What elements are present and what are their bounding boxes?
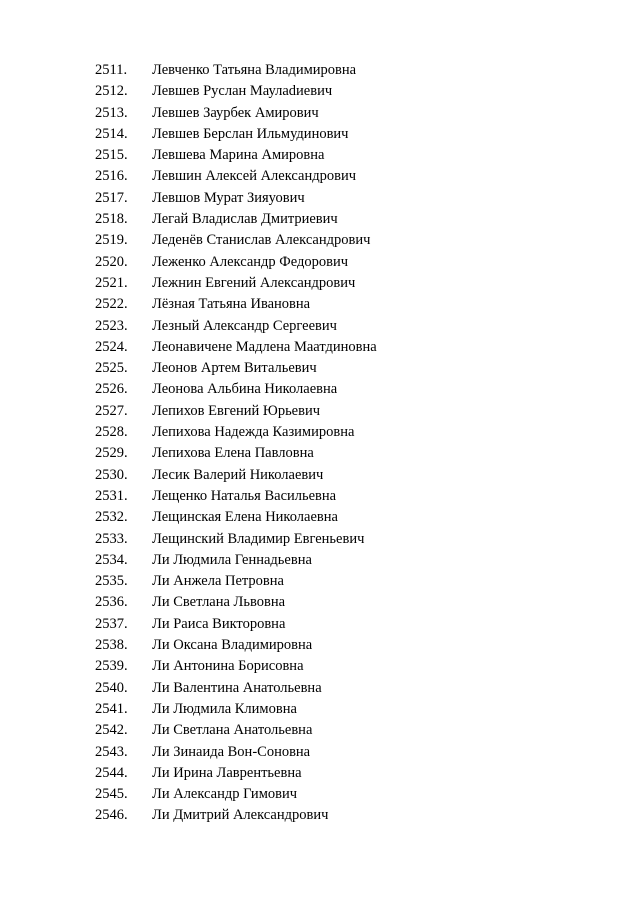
- entry-number: 2533.: [95, 530, 128, 547]
- entry-number: 2527.: [95, 402, 128, 419]
- entry-name: Легай Владислав Дмитриевич: [152, 211, 338, 228]
- entry-number: 2538.: [95, 637, 128, 654]
- entry-number: 2529.: [95, 445, 128, 462]
- entry-number: 2520.: [95, 253, 128, 270]
- entry-number: 2546.: [95, 807, 128, 824]
- list-item: [0, 592, 640, 613]
- list-item: [0, 358, 640, 379]
- list-item: [0, 145, 640, 166]
- list-item: [0, 550, 640, 571]
- list-item: [0, 337, 640, 358]
- entry-name: Лещинская Елена Николаевна: [152, 509, 338, 526]
- entry-number: 2535.: [95, 573, 128, 590]
- entry-name: Ли Валентина Анатольевна: [152, 679, 322, 696]
- entry-number: 2515.: [95, 147, 128, 164]
- entry-name: Ли Оксана Владимировна: [152, 637, 313, 654]
- entry-name: Лёзная Татьяна Ивановна: [152, 296, 311, 313]
- list-item: [0, 699, 640, 720]
- entry-number: 2519.: [95, 232, 128, 249]
- entry-name: Лепихова Надежда Казимировна: [152, 424, 355, 441]
- entry-number: 2522.: [95, 296, 128, 313]
- entry-name: Леонова Альбина Николаевна: [152, 381, 338, 398]
- list-item: [0, 656, 640, 677]
- list-item: [0, 678, 640, 699]
- entry-number: 2512.: [95, 83, 128, 100]
- entry-number: 2540.: [95, 679, 128, 696]
- entry-name: Лепихова Елена Павловна: [152, 445, 314, 462]
- entry-number: 2536.: [95, 594, 128, 611]
- entry-name: Леденёв Станислав Александрович: [152, 232, 371, 249]
- entry-number: 2513.: [95, 104, 128, 121]
- list-item: [0, 273, 640, 294]
- entry-name: Леженко Александр Федорович: [152, 253, 348, 270]
- list-item: [0, 720, 640, 741]
- entry-number: 2539.: [95, 658, 128, 675]
- entry-number: 2543.: [95, 743, 128, 760]
- entry-number: 2531.: [95, 487, 128, 504]
- entry-name: Ли Светлана Львовна: [152, 594, 286, 611]
- entry-number: 2511.: [95, 62, 128, 78]
- entry-name: Ли Раиса Викторовна: [152, 615, 286, 632]
- list-item: [0, 571, 640, 592]
- entry-name: Ли Дмитрий Александрович: [152, 807, 329, 824]
- list-item: [0, 805, 640, 826]
- list-item: [0, 763, 640, 784]
- entry-name: Левшев Берслан Ильмудинович: [152, 125, 349, 142]
- entry-name: Ли Антонина Борисовна: [152, 658, 304, 675]
- list-item: [0, 124, 640, 145]
- list-item: [0, 401, 640, 422]
- entry-name: Левшин Алексей Александрович: [152, 168, 356, 185]
- list-item: [0, 209, 640, 230]
- entry-number: 2524.: [95, 338, 128, 355]
- entry-number: 2532.: [95, 509, 128, 526]
- list-item: [0, 188, 640, 209]
- entry-name: Лезный Александр Сергеевич: [152, 317, 337, 334]
- entry-number: 2518.: [95, 211, 128, 228]
- entry-name: Ли Людмила Климовна: [152, 700, 297, 717]
- entry-name: Левченко Татьяна Владимировна: [152, 62, 357, 78]
- entry-name: Левшов Мурат Зияуович: [152, 189, 305, 206]
- entry-name: Лесик Валерий Николаевич: [152, 466, 324, 483]
- entry-name: Ли Людмила Геннадьевна: [152, 551, 312, 568]
- list-item: [0, 614, 640, 635]
- list-item: [0, 166, 640, 187]
- entry-name: Лепихов Евгений Юрьевич: [152, 402, 321, 419]
- entry-number: 2544.: [95, 764, 128, 781]
- list-item: [0, 316, 640, 337]
- entry-name: Ли Анжела Петровна: [152, 573, 284, 590]
- list-item: [0, 465, 640, 486]
- entry-number: 2528.: [95, 424, 128, 441]
- list-item: [0, 294, 640, 315]
- entry-number: 2530.: [95, 466, 128, 483]
- list-item: [0, 742, 640, 763]
- list-item: [0, 635, 640, 656]
- entry-number: 2525.: [95, 360, 128, 377]
- entry-name: Лещенко Наталья Васильевна: [152, 487, 337, 504]
- list-item: [0, 379, 640, 400]
- list-item: [0, 230, 640, 251]
- entry-number: 2534.: [95, 551, 128, 568]
- list-item: [0, 529, 640, 550]
- entry-name: Леонавичене Мадлена Маатдиновна: [152, 338, 377, 355]
- list-item: [0, 443, 640, 464]
- entry-name: Левшев Руслан Маулadиевич: [152, 83, 333, 100]
- list-item: [0, 60, 640, 81]
- name-list: [0, 60, 640, 827]
- entry-name: Лещинский Владимир Евгеньевич: [152, 530, 365, 547]
- list-item: [0, 784, 640, 805]
- entry-number: 2526.: [95, 381, 128, 398]
- entry-number: 2521.: [95, 274, 128, 291]
- entry-number: 2516.: [95, 168, 128, 185]
- entry-name: Ли Александр Гимович: [152, 786, 298, 803]
- entry-name: Ли Ирина Лаврентьевна: [152, 764, 302, 781]
- entry-number: 2542.: [95, 722, 128, 739]
- list-item: [0, 507, 640, 528]
- list-item: [0, 422, 640, 443]
- list-item: [0, 486, 640, 507]
- entry-number: 2523.: [95, 317, 128, 334]
- list-item: [0, 252, 640, 273]
- entry-number: 2517.: [95, 189, 128, 206]
- entry-number: 2537.: [95, 615, 128, 632]
- entry-name: Лежнин Евгений Александрович: [152, 274, 356, 291]
- entry-name: Левшев Заурбек Амирович: [152, 104, 319, 121]
- entry-number: 2514.: [95, 125, 128, 142]
- entry-number: 2545.: [95, 786, 128, 803]
- entry-name: Леонов Артем Витальевич: [152, 360, 317, 377]
- entry-name: Ли Зинаида Вон-Соновна: [152, 743, 311, 760]
- list-item: [0, 81, 640, 102]
- list-item: [0, 103, 640, 124]
- entry-name: Ли Светлана Анатольевна: [152, 722, 313, 739]
- entry-number: 2541.: [95, 700, 128, 717]
- entry-name: Левшева Марина Амировна: [152, 147, 325, 164]
